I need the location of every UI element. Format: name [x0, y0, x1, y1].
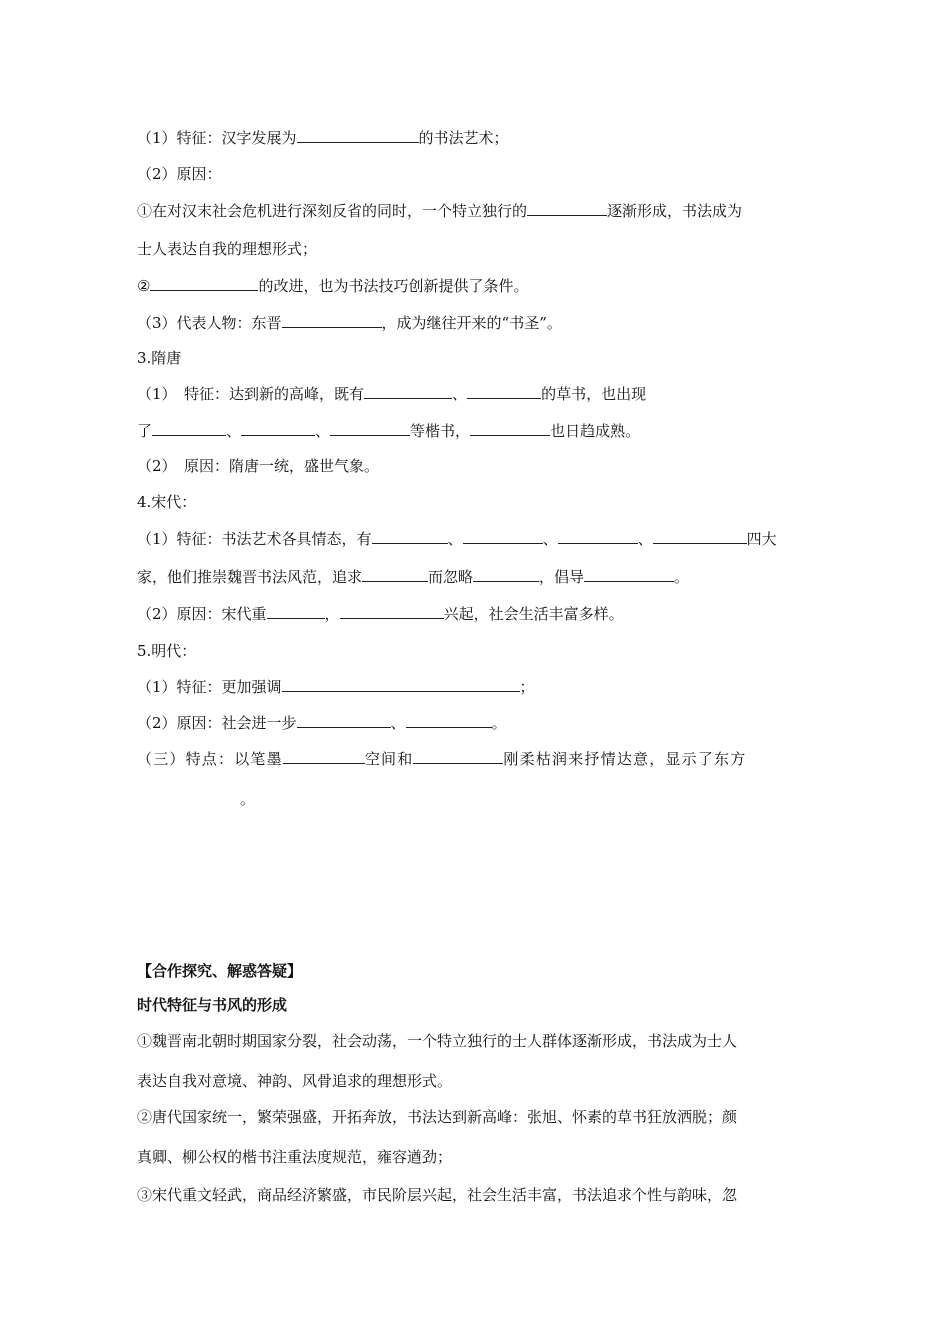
blank[interactable] [241, 420, 315, 436]
line-s6-1 [137, 748, 746, 770]
line-s2-5 [137, 275, 528, 297]
line-s4-1 [137, 528, 777, 550]
blank[interactable] [653, 528, 747, 544]
blank[interactable] [364, 383, 452, 399]
line-s6-2 [240, 788, 255, 810]
blank[interactable] [473, 566, 539, 582]
paragraph-2-line-1 [137, 1106, 737, 1128]
line-s3-2 [137, 420, 640, 442]
blank[interactable] [297, 712, 391, 728]
line-s2-6 [137, 312, 562, 334]
text: ② [137, 277, 151, 295]
blank[interactable] [470, 420, 550, 436]
blank[interactable] [283, 748, 365, 764]
text: 。 [240, 790, 256, 808]
blank[interactable] [297, 127, 419, 143]
line-s3-3 [137, 455, 379, 477]
blank[interactable] [584, 566, 674, 582]
paragraph-1-line-2 [137, 1070, 452, 1092]
line-s2-1 [137, 127, 509, 149]
text: （2）原因： [137, 165, 222, 183]
line-s5-1 [137, 676, 535, 698]
section-heading [137, 960, 302, 982]
text: 、 [542, 530, 558, 548]
text: ①在对汉末社会危机进行深刻反省的同时，一个特立独行的 [137, 202, 528, 220]
text: 表达自我对意境、神韵、风骨追求的理想形式。 [137, 1072, 453, 1090]
text: 时代特征与书风的形成 [137, 996, 288, 1014]
line-s5-2 [137, 712, 507, 734]
text: 家，他们推崇魏晋书法风范，追求 [137, 568, 363, 586]
line-s4-2 [137, 566, 689, 588]
text: 士人表达自我的理想形式； [137, 240, 318, 258]
text: 真卿、柳公权的楷书注重法度规范，雍容遒劲； [137, 1148, 453, 1166]
text: 、 [226, 422, 242, 440]
text: 4.宋代： [137, 493, 197, 511]
text: （3）代表人物：东晋 [137, 314, 282, 332]
text: 、 [315, 422, 331, 440]
blank[interactable] [413, 748, 503, 764]
blank[interactable] [340, 603, 444, 619]
blank[interactable] [152, 420, 226, 436]
line-s2-4 [137, 238, 317, 260]
text: ①魏晋南北朝时期国家分裂，社会动荡，一个特立独行的士人群体逐渐形成，书法成为士人 [137, 1032, 738, 1050]
blank[interactable] [330, 420, 410, 436]
text: 、 [390, 714, 406, 732]
text: （2）原因：社会进一步 [137, 714, 297, 732]
blank[interactable] [267, 603, 325, 619]
text: 、 [447, 530, 463, 548]
text: 5.明代： [137, 642, 197, 660]
text: （三）特点：以笔墨 [137, 750, 283, 768]
text: 的改进，也为书法技巧创新提供了条件。 [258, 277, 529, 295]
section-title-sui-tang [137, 347, 181, 369]
text: ，倡导 [539, 568, 585, 586]
text: 兴起，社会生活丰富多样。 [443, 605, 624, 623]
blank[interactable] [150, 275, 258, 291]
text: （1）特征：汉字发展为 [137, 129, 297, 147]
blank[interactable] [362, 566, 428, 582]
text: ②唐代国家统一，繁荣强盛，开拓奔放，书法达到新高峰：张旭、怀素的草书狂放洒脱；颜 [137, 1108, 738, 1126]
text: 。 [491, 714, 507, 732]
line-s2-2 [137, 163, 222, 185]
paragraph-1-line-1 [137, 1030, 737, 1052]
paragraph-2-line-2 [137, 1146, 452, 1168]
text: 四大 [746, 530, 777, 548]
blank[interactable] [282, 312, 382, 328]
blank[interactable] [527, 200, 607, 216]
text: （1）特征：书法艺术各具情态，有 [137, 530, 372, 548]
text: （1）特征：更加强调 [137, 678, 282, 696]
text: （1） 特征：达到新的高峰，既有 [137, 385, 365, 403]
blank[interactable] [463, 528, 543, 544]
paragraph-3-line-1 [137, 1184, 737, 1206]
blank[interactable] [558, 528, 638, 544]
text: ，成为继往开来的“书圣”。 [381, 314, 562, 332]
line-s4-3 [137, 603, 624, 625]
blank[interactable] [406, 712, 492, 728]
text: 刚柔枯润来抒情达意，显示了东方 [503, 750, 747, 768]
text: 也日趋成熟。 [550, 422, 641, 440]
text: ③宋代重文轻武，商品经济繁盛，市民阶层兴起，社会生活丰富，书法追求个性与韵味，忽 [137, 1186, 738, 1204]
text: 了 [137, 422, 153, 440]
blank[interactable] [372, 528, 448, 544]
blank[interactable] [282, 676, 520, 692]
text: 的书法艺术； [418, 129, 509, 147]
text: 的草书，也出现 [541, 385, 647, 403]
text: 【合作探究、解惑答疑】 [137, 962, 303, 980]
blank[interactable] [467, 383, 541, 399]
text: 空间和 [364, 750, 414, 768]
text: ， [324, 605, 340, 623]
text: 、 [452, 385, 468, 403]
text: 。 [674, 568, 690, 586]
line-s3-1 [137, 383, 646, 405]
section-subheading [137, 994, 287, 1016]
text: 、 [637, 530, 653, 548]
text: 3.隋唐 [137, 349, 182, 367]
section-title-song [137, 491, 196, 513]
text: （2） 原因：隋唐一统，盛世气象。 [137, 457, 380, 475]
line-s2-3 [137, 200, 742, 222]
section-title-ming [137, 640, 196, 662]
text: （2）原因：宋代重 [137, 605, 267, 623]
text: 逐渐形成，书法成为 [607, 202, 743, 220]
text: 等楷书， [410, 422, 471, 440]
text: ； [519, 678, 535, 696]
text: 而忽略 [428, 568, 474, 586]
